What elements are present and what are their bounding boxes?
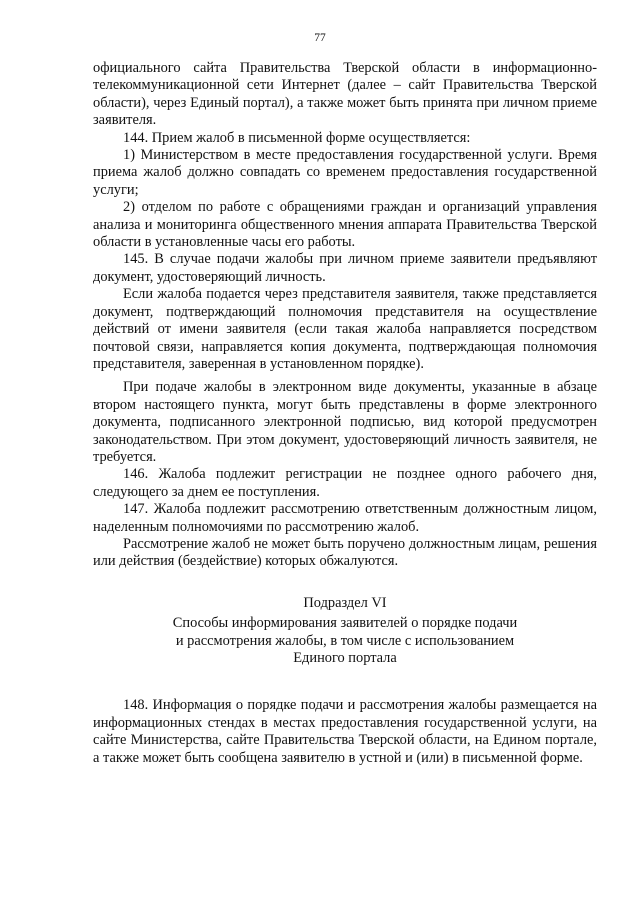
paragraph-144: 144. Прием жалоб в письменной форме осуществляется: (123, 129, 471, 146)
paragraph-145-representative: Если жалоба подается через представителя заявителя, также представляется документ, подтверждающий полномочия представителя на осуществление действий от имени заявителя (если такая жалоба направляется посредством почтовой связи, направляется копия документа, подтверждающая полномочия представителя, заверенная в установленном порядке). (93, 286, 597, 372)
paragraph-144-item-1: 1) Министерством в месте предоставления государственной услуги. Время приема жалоб должно совпадать со временем предоставления государственной услуги; (93, 147, 597, 198)
paragraph-146: 146. Жалоба подлежит регистрации не позднее одного рабочего дня, следующего за днем ее поступления. (93, 466, 597, 500)
paragraph-147-restriction: Рассмотрение жалоб не может быть поручено должностным лицам, решения или действия (бездействие) которых обжалуются. (93, 535, 597, 570)
paragraph-147: 147. Жалоба подлежит рассмотрению ответственным должностным лицом, наделенным полномочиями по рассмотрению жалоб. (93, 501, 597, 535)
paragraph-144-item-2: 2) отделом по работе с обращениями граждан и организаций управления анализа и мониторинга общественного мнения аппарата Правительства Тверской области в установленные часы его работы. (93, 199, 597, 251)
page-number: 77 (314, 32, 326, 44)
section-label: Подраздел VI (303, 594, 387, 611)
paragraph-145-electronic: При подаче жалобы в электронном виде документы, указанные в абзаце втором настоящего пункта, могут быть представлены в форме электронного документа, подписанного электронной подписью, вид которой предусмотрен законодательством. При этом документ, удостоверяющий личность заявителя, не требуется. (93, 379, 597, 465)
section-heading (93, 595, 597, 668)
paragraph-145: 145. В случае подачи жалобы при личном приеме заявители предъявляют документ, удостоверяющий личность. (93, 251, 597, 285)
document-body (93, 60, 597, 767)
paragraph-148: 148. Информация о порядке подачи и рассмотрения жалобы размещается на информационных стендах в местах предоставления государственной услуги, на сайте Министерства, сайте Правительства Тверской области, на Едином портале, а также может быть сообщена заявителю в устной и (или) в письменной форме. (93, 697, 597, 766)
paragraph-continuation: официального сайта Правительства Тверской области в информационно-телекоммуникационной сети Интернет (далее – сайт Правительства Тверской области), через Единый портал), а также может быть принята при личном приеме заявителя. (93, 60, 597, 129)
section-title-line-2: и рассмотрения жалобы, в том числе с использованием (175, 632, 515, 649)
section-title-line-3: Единого портала (293, 650, 397, 666)
section-title-line-1: Способы информирования заявителей о порядке подачи (172, 615, 518, 632)
